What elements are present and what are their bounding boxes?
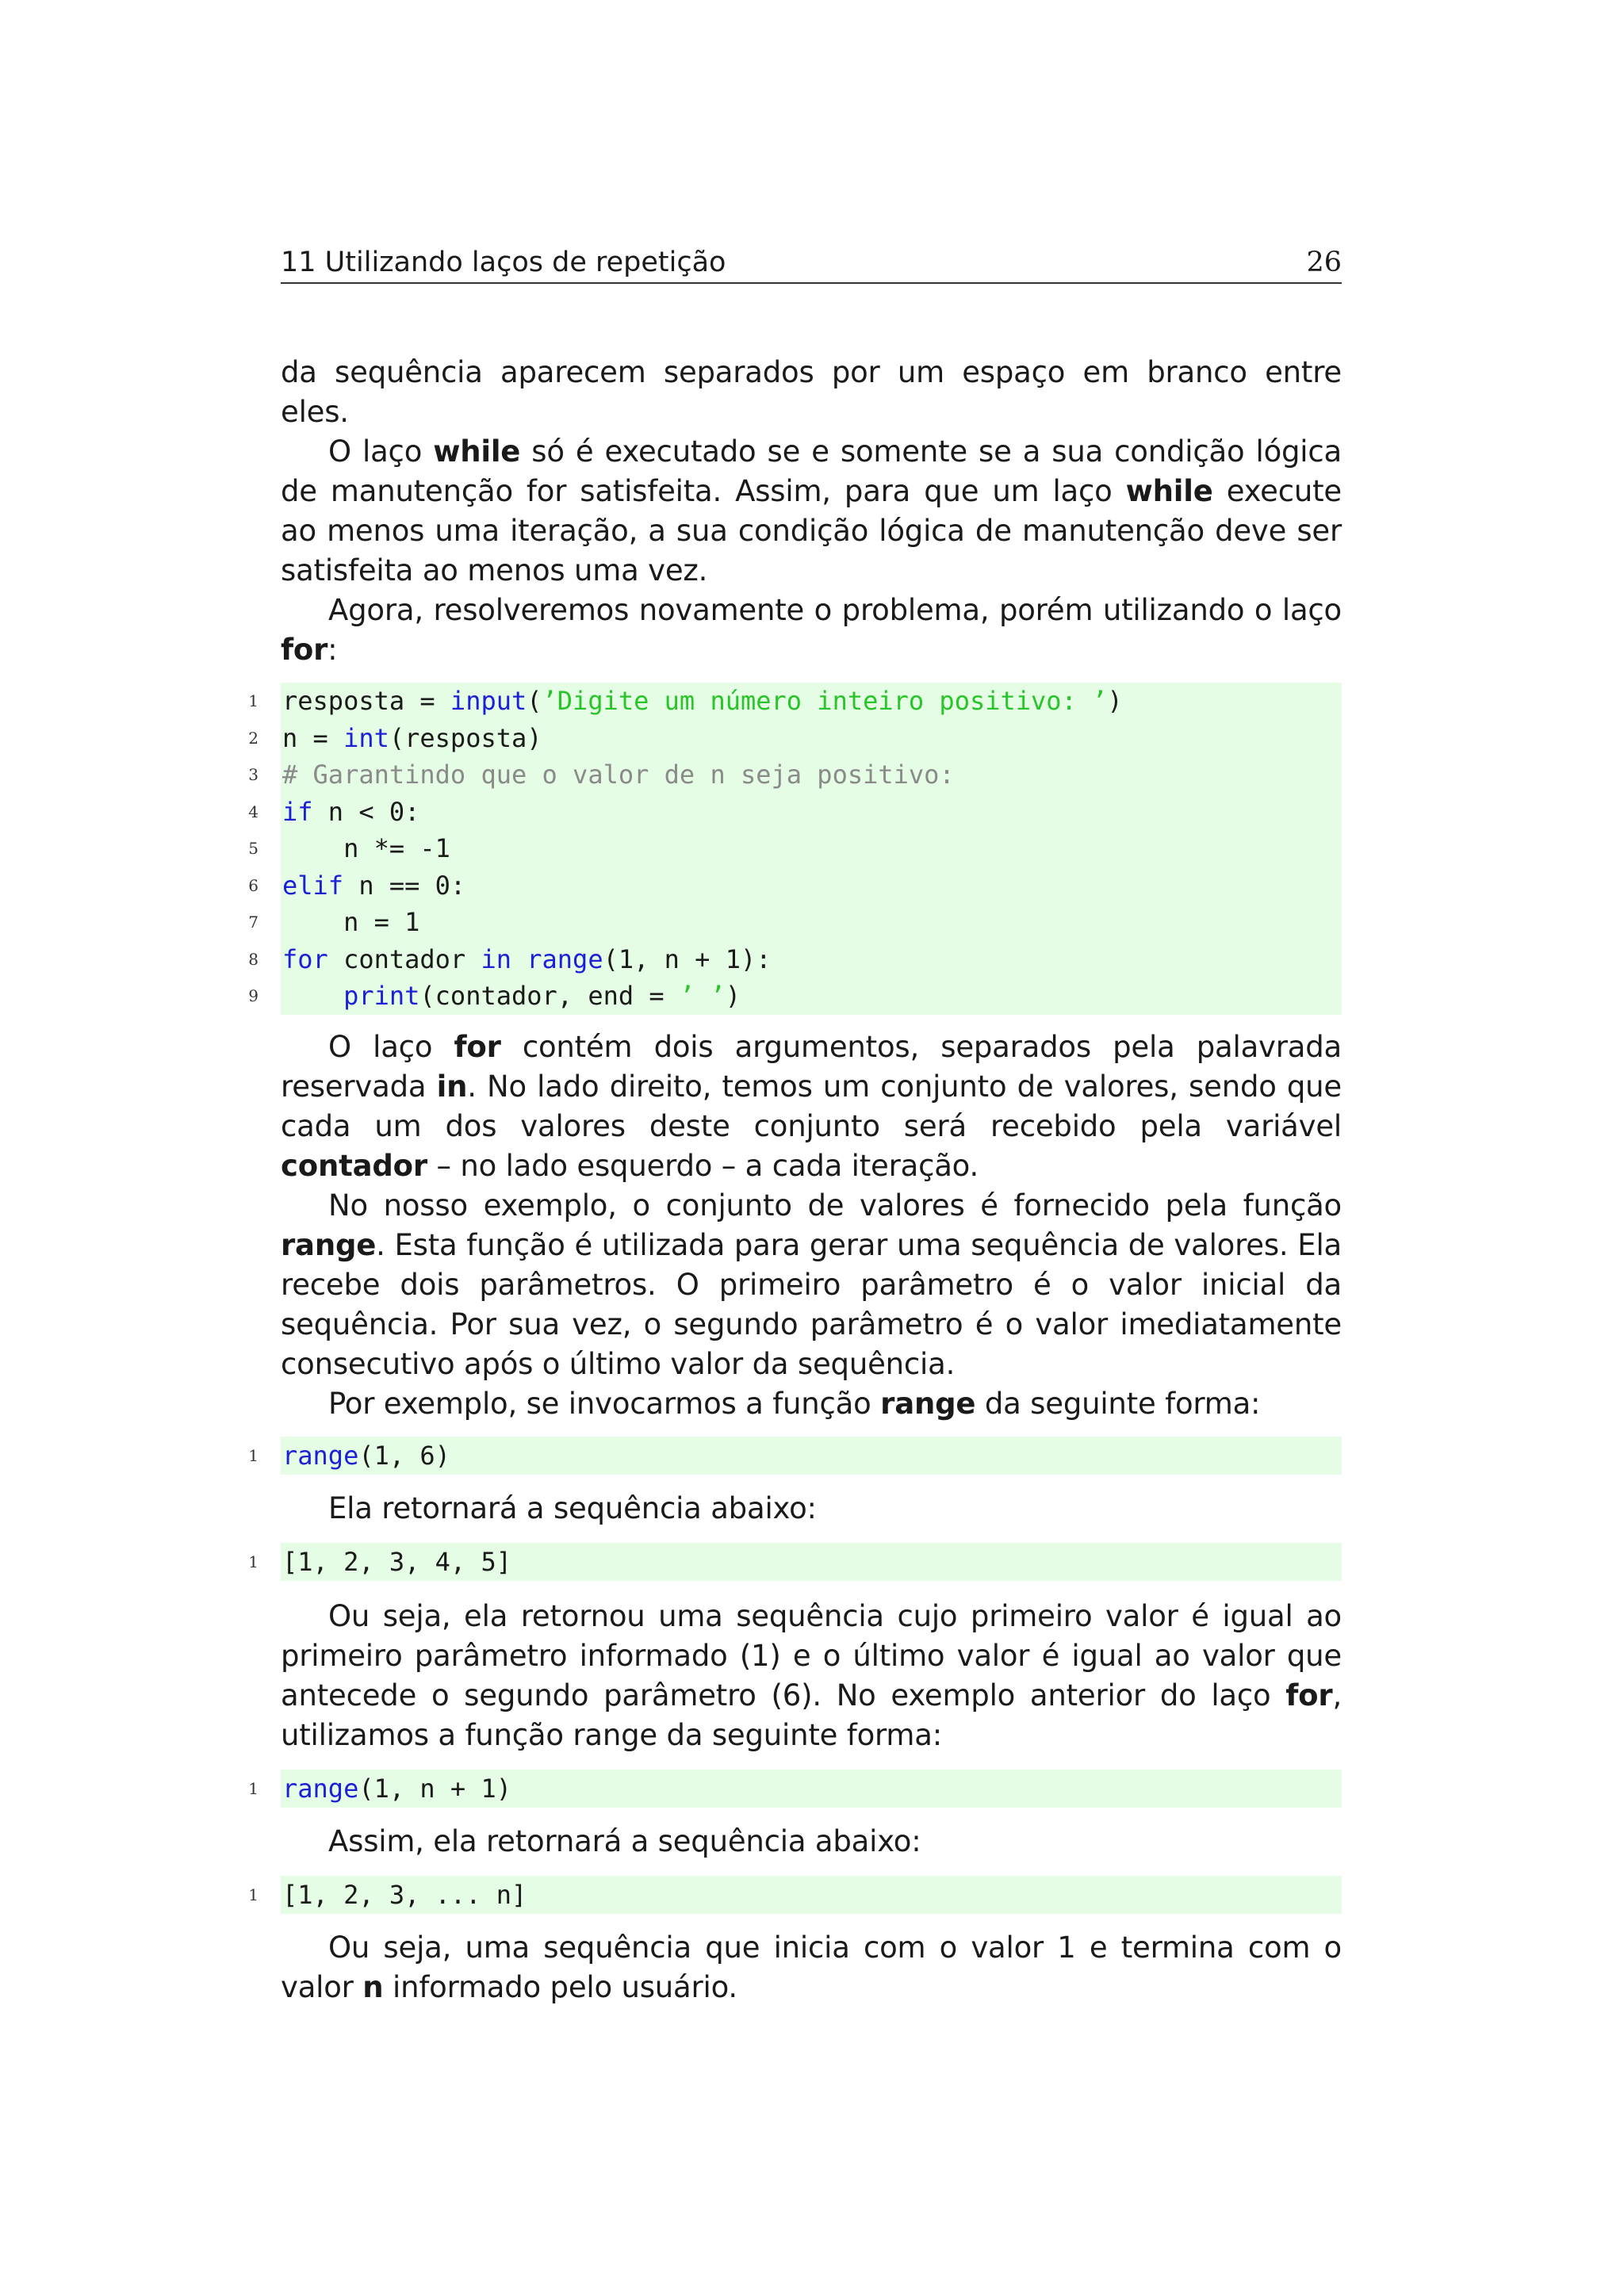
code-token [511,944,527,974]
code-token: n == 0: [343,870,466,901]
code-list-1-n [248,1876,1342,1914]
line-number: 8 [248,949,259,969]
paragraph-returns: Ela retornará a sequência abaixo: [328,1490,817,1525]
paragraph-explanation [281,1597,1342,1755]
text-run: , utilizamos a função range da seguinte forma: [281,1678,1342,1752]
keyword-for: for [281,633,328,667]
line-number: 4 [248,802,259,821]
code-range-1-6 [248,1437,1342,1475]
text-run: . Esta função é utilizada para gerar uma sequência de valores. Ela recebe dois parâmetros. O primeiro parâmetro é o valor inicial da sequência. Por sua vez, o segundo parâmetro é o valor imediatamente consecutivo após o último valor da sequência. [281,1227,1342,1381]
text-run: O laço [328,1029,454,1064]
code-line [248,720,1342,757]
code-keyword: if [282,796,313,827]
code-token: (1, n + 1): [603,943,772,974]
code-line [248,867,1342,905]
code-token: [1, 2, 3, 4, 5] [282,1546,511,1577]
text-run: informado pelo usuário. [383,1969,737,2004]
line-number: 1 [248,1778,259,1798]
keyword-for: for [1285,1678,1333,1712]
line-number: 9 [248,986,259,1005]
text-run: Agora, resolveremos novamente o problema, porém utilizando o laço [328,593,1342,627]
line-number: 6 [248,875,259,895]
paragraph-range [281,1186,1342,1384]
keyword-in: in [436,1069,468,1104]
code-token: n < 0: [312,796,420,827]
code-keyword: in [481,943,511,974]
paragraph-continuation: da sequência aparecem separados por um espaço em branco entre eles. [281,355,1342,429]
line-number: 5 [248,839,259,858]
code-keyword: for [282,943,328,974]
code-token [282,981,343,1011]
code-token: [1, 2, 3, ... n] [282,1879,527,1910]
code-line [248,794,1342,831]
paragraph-for-args [281,1027,1342,1186]
code-string: ’ ’ [679,981,726,1011]
text-run: execute ao menos uma iteração, a sua condição lógica de manutenção deve ser satisfeita ao menos uma vez. [281,474,1342,587]
code-token: n = 1 [282,907,420,937]
code-string: ’Digite um número inteiro positivo: ’ [542,686,1108,716]
paragraph-while [281,432,1342,591]
text-run: : [327,633,338,667]
running-header [281,243,1342,284]
code-keyword: range [282,1773,359,1804]
page-body [248,353,1342,2007]
text-run: O laço [328,434,434,469]
code-keyword: range [527,943,603,974]
line-number: 3 [248,765,259,784]
code-comment: # Garantindo que o valor de n seja positivo: [282,760,955,790]
code-line [248,1437,1342,1475]
paragraph-example [281,1384,1342,1424]
code-keyword: input [450,686,527,716]
code-line [248,1543,1342,1581]
line-number: 1 [248,691,259,710]
code-line [248,1876,1342,1914]
line-number: 1 [248,1445,259,1465]
code-line [248,941,1342,978]
keyword-n: n [362,1969,384,2004]
code-token: (resposta) [389,722,542,753]
code-line [248,904,1342,941]
code-line [248,830,1342,867]
code-keyword: range [282,1440,359,1471]
code-token: (contador, end = [419,981,680,1011]
code-line [248,683,1342,720]
keyword-while: while [1125,474,1213,508]
code-token: n = [282,722,344,753]
code-token: (1, n + 1) [358,1773,511,1804]
line-number: 1 [248,1552,259,1571]
paragraph-conclusion [281,1928,1342,2007]
code-list-1-5 [248,1543,1342,1581]
text-run: Ou seja, uma sequência que inicia com o valor 1 e termina com o valor [281,1930,1342,2004]
chapter-title: 11 Utilizando laços de repetição [281,247,726,278]
text-run: No nosso exemplo, o conjunto de valores é fornecido pela função [328,1188,1342,1223]
code-token: contador [327,943,481,974]
text-run: . No lado direito, temos um conjunto de valores, sendo que cada um dos valores deste conjunto será recebido pela variável [281,1069,1342,1143]
text-run: da seguinte forma: [975,1386,1261,1421]
keyword-while: while [433,434,521,469]
code-token: ) [1107,686,1123,716]
code-line [248,756,1342,794]
line-number: 7 [248,913,259,932]
code-keyword: print [343,981,420,1011]
code-line [248,1770,1342,1808]
paragraph-intro-for [281,591,1342,670]
keyword-contador: contador [281,1148,427,1183]
code-token: n *= -1 [282,833,450,863]
code-keyword: elif [282,870,344,901]
code-listing-for-loop [248,683,1342,1015]
code-token: resposta = [282,686,450,716]
line-number: 2 [248,728,259,748]
text-run: contém dois argumentos, separados pela palavrada reservada [281,1029,1342,1104]
code-token: ) [725,981,741,1011]
text-run: Por exemplo, se invocarmos a função [328,1386,881,1421]
code-range-1-n [248,1770,1342,1808]
line-number: 1 [248,1885,259,1904]
keyword-for: for [454,1029,501,1064]
text-run: – no lado esquerdo – a cada iteração. [427,1148,979,1183]
page-number: 26 [1306,247,1342,278]
code-token: ( [527,686,542,716]
keyword-range: range [281,1227,377,1262]
code-line [248,978,1342,1015]
text-run: Ou seja, ela retornou uma sequência cujo primeiro valor é igual ao primeiro parâmetro informado (1) e o último valor é igual ao valor que antecede o segundo parâmetro (6). No exemplo anterior do laço [281,1598,1342,1712]
code-token: (1, 6) [358,1440,450,1471]
keyword-range: range [880,1386,976,1421]
paragraph-returns-2: Assim, ela retornará a sequência abaixo: [328,1823,921,1858]
text-run: só é executado se e somente se a sua condição lógica de manutenção for satisfeita. Assim, para que um laço [281,434,1342,508]
code-keyword: int [343,722,389,753]
